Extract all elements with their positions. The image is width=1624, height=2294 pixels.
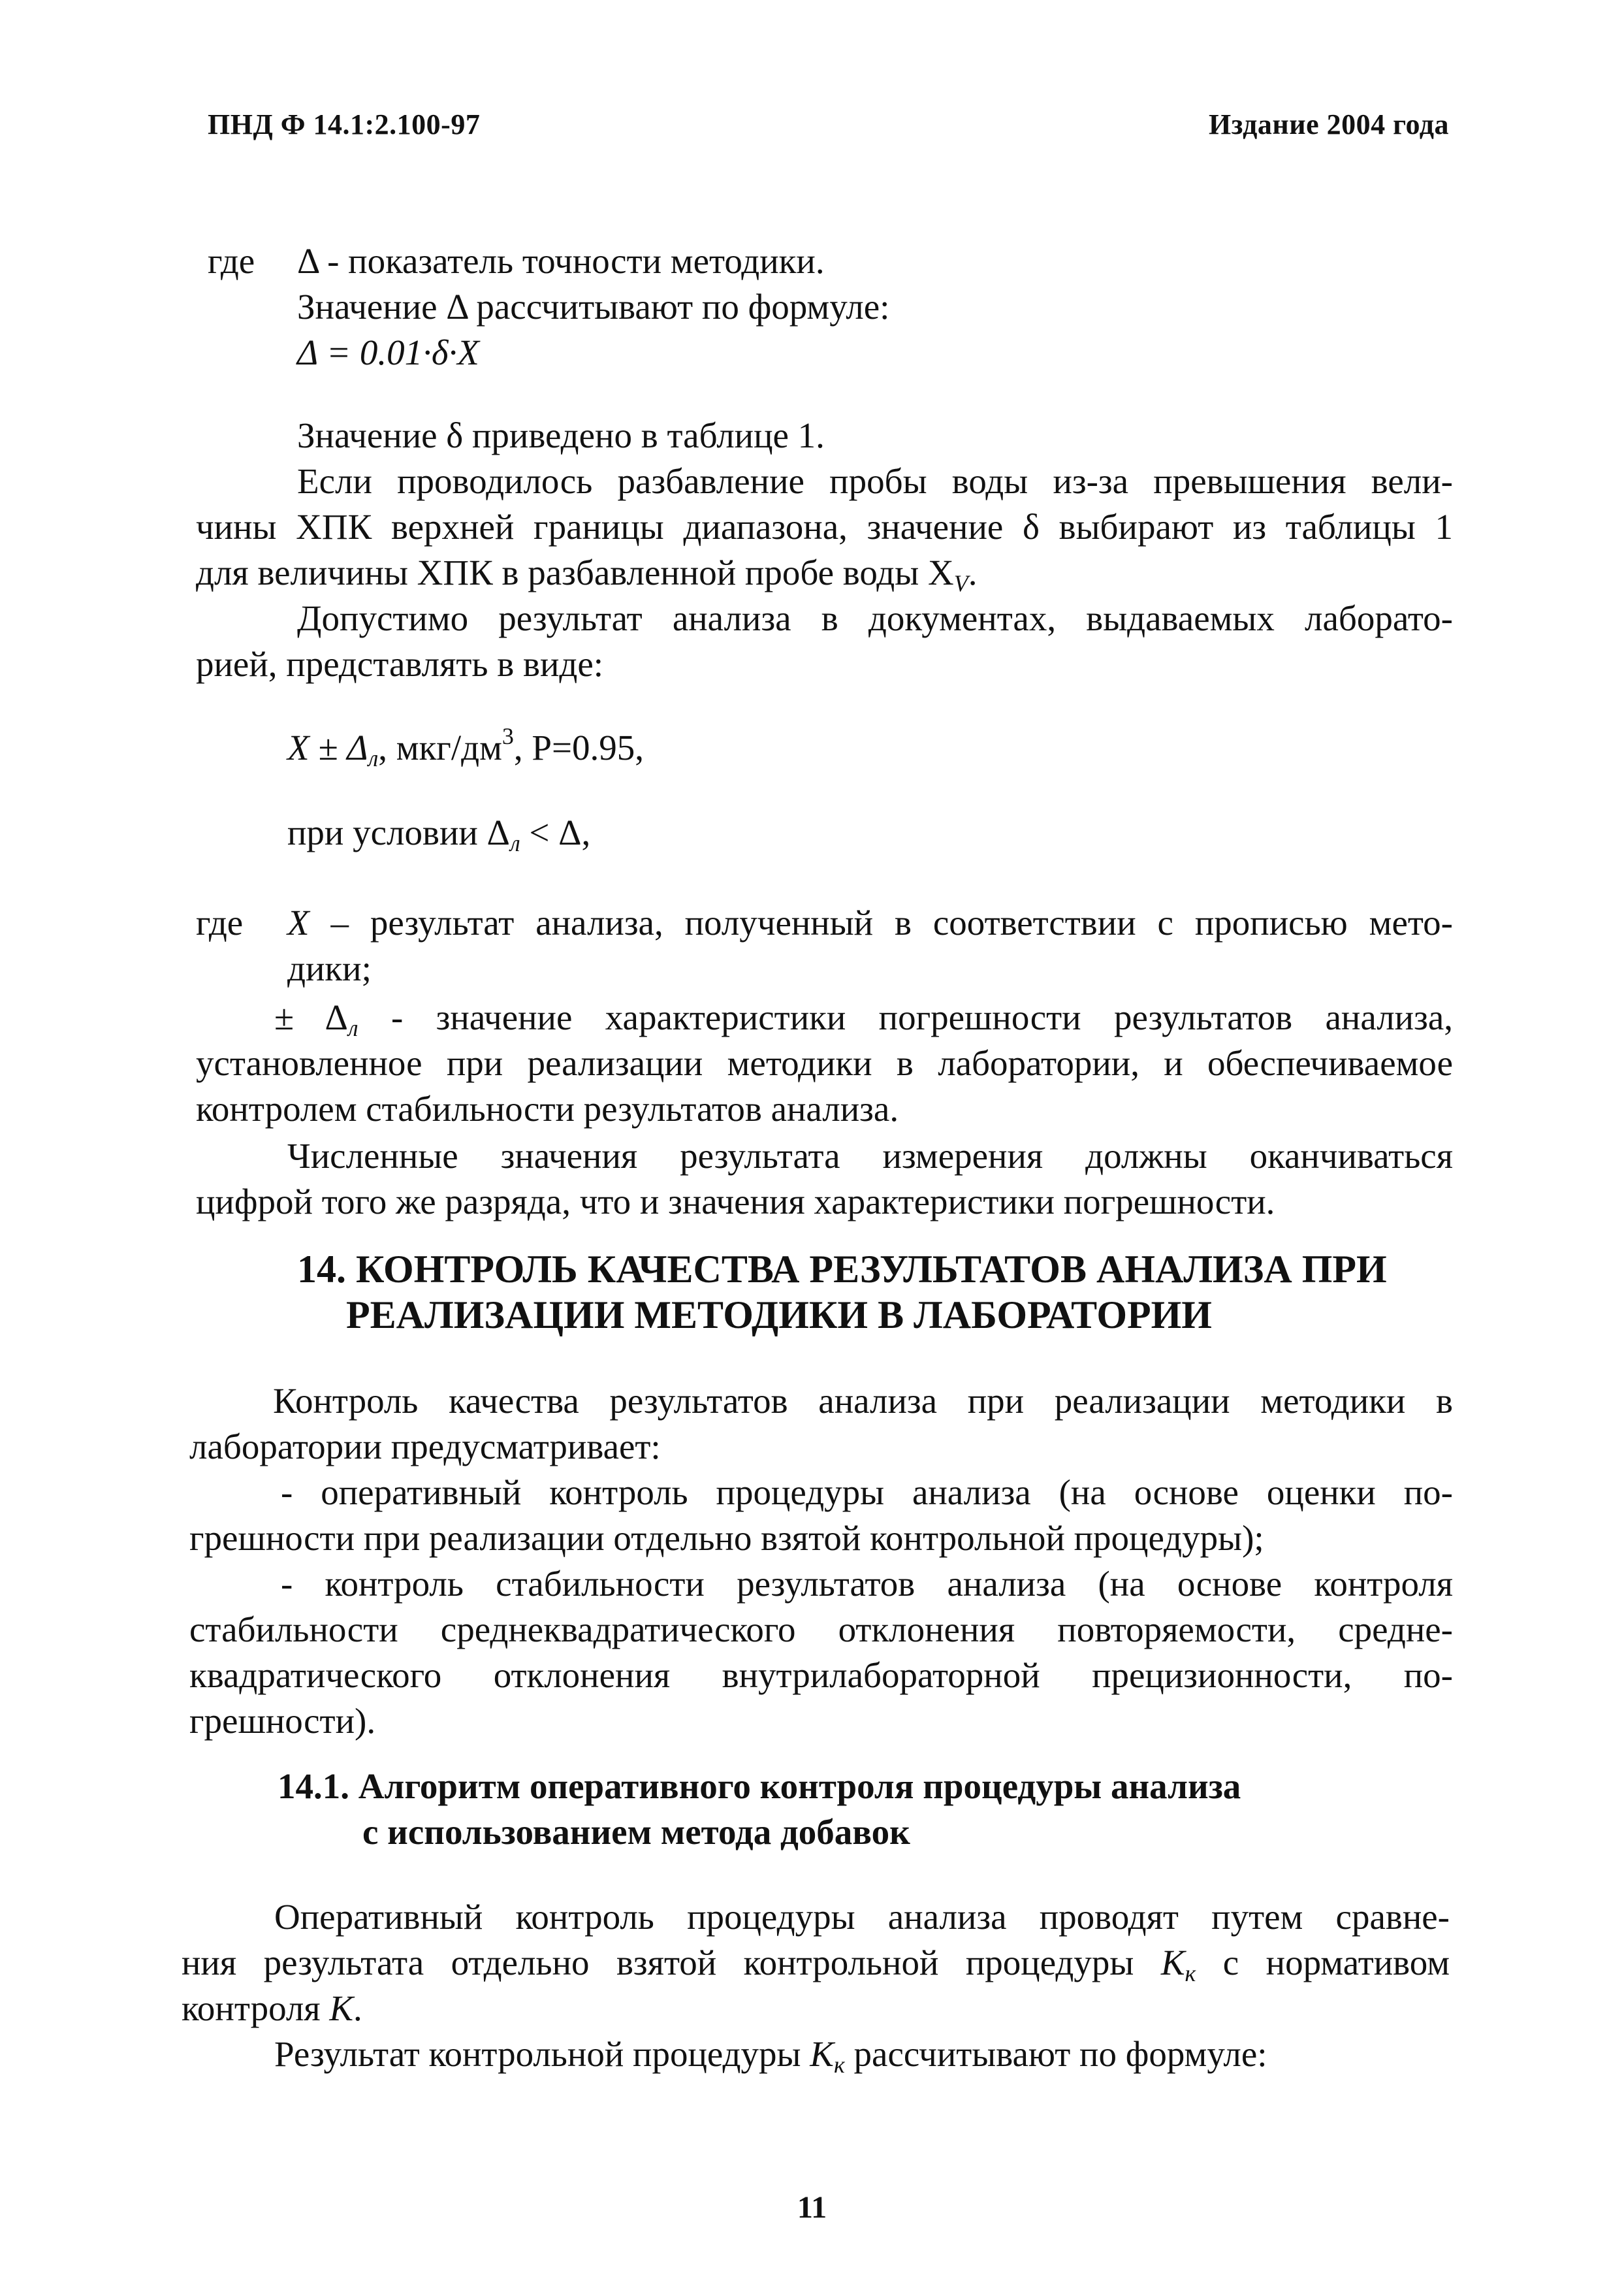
x-description-line-1: X – результат анализа, полученный в соответствии с прописью мето- [287, 903, 1453, 943]
result-form: $X \pm \Delta_л$, мкг/$дм^3$, P=0.95, [287, 723, 645, 771]
section-14-intro-line-2: лаборатории предусматривает: [189, 1427, 661, 1466]
delta-formula-intro: Значение Δ рассчитывают по формуле: [297, 287, 890, 327]
where-label: где [208, 241, 255, 281]
delta-table-note: Значение δ приведено в таблице 1. [297, 415, 825, 455]
numeric-line-1: Численные значения результата измерения должны оканчиваться [287, 1136, 1453, 1176]
section-14-bullet-2-line-4: грешности). [189, 1701, 376, 1741]
document-code: ПНД Ф 14.1:2.100-97 [208, 108, 481, 140]
condition-line: при условии $\Delta_л < \Delta$, [287, 813, 591, 856]
section-14-title-line-1: 14. КОНТРОЛЬ КАЧЕСТВА РЕЗУЛЬТАТОВ АНАЛИЗА ПРИ [297, 1248, 1387, 1291]
allowed-line-2: рией, представлять в виде: [196, 644, 604, 684]
delta-l-line-2: установленное при реализации методики в лаборатории, и обеспечиваемое [196, 1043, 1453, 1083]
allowed-line-1: Допустимо результат анализа в документах, выдаваемых лаборато- [297, 598, 1453, 638]
section-14-1-p1-line-1: Оперативный контроль процедуры анализа проводят путем сравне- [274, 1897, 1450, 1937]
section-14-bullet-1-line-2: грешности при реализации отдельно взятой контрольной процедуры); [189, 1518, 1264, 1558]
delta-l-line-3: контролем стабильности результатов анализа. [196, 1089, 899, 1129]
section-14-1-p1-line-3: контроля K. [182, 1988, 362, 2028]
x-description-line-2: дики; [287, 948, 372, 988]
delta-formula: Δ = 0.01·δ·X [297, 332, 479, 372]
dilution-line-1: Если проводилось разбавление пробы воды из-за превышения вели- [297, 461, 1453, 501]
section-14-intro-line-1: Контроль качества результатов анализа при реализации методики в [273, 1381, 1453, 1421]
section-14-1-title-line-2: с использованием метода добавок [362, 1812, 910, 1852]
edition-year: Издание 2004 года [1209, 108, 1449, 140]
section-14-title-line-2: РЕАЛИЗАЦИИ МЕТОДИКИ В ЛАБОРАТОРИИ [346, 1293, 1212, 1336]
page-number: 11 [797, 2190, 827, 2225]
dilution-line-2: чины ХПК верхней границы диапазона, значение δ выбирают из таблицы 1 [196, 507, 1453, 547]
section-14-bullet-2-line-1: - контроль стабильности результатов анализа (на основе контроля [281, 1564, 1453, 1604]
section-14-1-p2: Результат контрольной процедуры $K_к$ рассчитывают по формуле: [274, 2034, 1267, 2078]
section-14-bullet-1-line-1: - оперативный контроль процедуры анализа (на основе оценки по- [281, 1472, 1453, 1512]
section-14-bullet-2-line-3: квадратического отклонения внутрилабораторной прецизионности, по- [189, 1655, 1453, 1695]
delta-l-line-1: ± $\Delta_л$ - значение характеристики погрешности результатов анализа, [274, 997, 1453, 1041]
section-14-1-p1-line-2: ния результата отдельно взятой контрольной процедуры $K_к$ с нормативом [182, 1943, 1450, 1986]
numeric-line-2: цифрой того же разряда, что и значения характеристики погрешности. [196, 1182, 1275, 1221]
section-14-bullet-2-line-2: стабильности среднеквадратического отклонения повторяемости, средне- [189, 1609, 1453, 1649]
section-14-1-title-line-1: 14.1. Алгоритм оперативного контроля процедуры анализа [278, 1766, 1241, 1806]
delta-description: Δ - показатель точности методики. [297, 241, 825, 281]
dilution-line-3: для величины ХПК в разбавленной пробе воды $X_V$. [196, 553, 978, 596]
where-label-2: где [196, 903, 244, 943]
